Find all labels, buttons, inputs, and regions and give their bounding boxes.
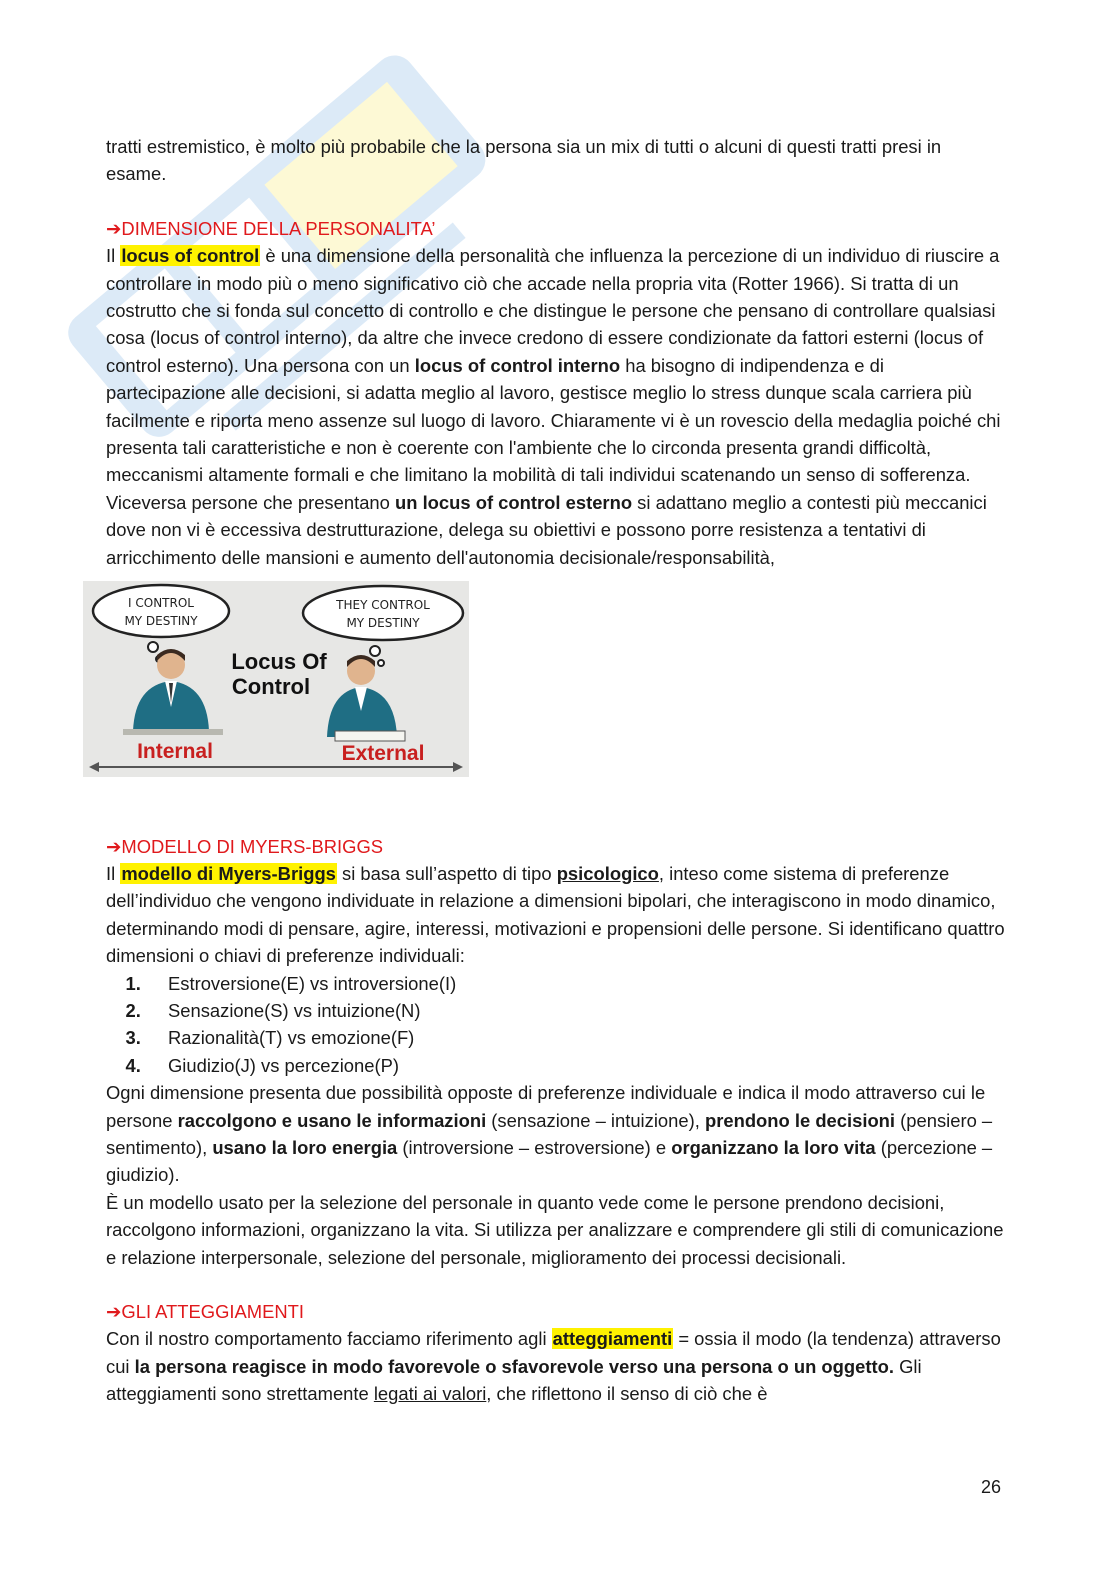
- section-heading-attitudes: ➔GLI ATTEGGIAMENTI: [106, 1301, 304, 1322]
- list-item: 1. Estroversione(E) vs introversione(I): [146, 970, 1006, 997]
- section-heading-personality: ➔DIMENSIONE DELLA PERSONALITA’: [106, 217, 436, 239]
- arrow-right-icon: ➔: [106, 217, 122, 239]
- bubble-right-line1: THEY CONTROL: [336, 598, 430, 613]
- arrow-right-icon: ➔: [106, 1301, 122, 1322]
- list-item: 4. Giudizio(J) vs percezione(P): [146, 1052, 1006, 1079]
- highlight-atteggiamenti: atteggiamenti: [552, 1328, 673, 1350]
- list-item: 3. Razionalità(T) vs emozione(F): [146, 1024, 1006, 1051]
- center-title-line1: Locus Of: [231, 649, 327, 675]
- center-title-line2: Control: [231, 674, 311, 700]
- label-internal: Internal: [137, 740, 213, 764]
- bubble-left-line1: I CONTROL: [128, 596, 194, 611]
- bubble-right-line2: MY DESTINY: [346, 616, 420, 631]
- dimensions-list: [106, 970, 1006, 1080]
- locus-of-control-image: [83, 581, 469, 777]
- bubble-left-line2: MY DESTINY: [124, 614, 198, 629]
- arrow-right-icon: ➔: [106, 835, 122, 857]
- highlight-myers-briggs: modello di Myers-Briggs: [121, 862, 336, 884]
- selection-paragraph: È un modello usato per la selezione del personale in quanto vede come le persone prendono decisioni, raccolgono informazioni, organizzano la vita. Si utilizza per analizzare e comprendere gli stili di comunicazione e relazione interpersonale, selezione del personale, miglioramento dei processi decisionali.: [106, 1191, 1004, 1268]
- intro-paragraph: tratti estremistico, è molto più probabile che la persona sia un mix di tutti o alcuni di questi tratti presi in esame.: [106, 136, 942, 185]
- attitudes-paragraph: Con il nostro comportamento facciamo riferimento agli atteggiamenti = ossia il modo (la tendenza) attraverso cui la persona reagisce in modo favorevole o sfavorevole verso una persona o un oggetto. Gli atteggiamenti sono strettamente legati ai valori, che riflettono il senso di ciò che è: [106, 1328, 1001, 1405]
- locus-paragraph: Il locus of control è una dimensione della personalità che influenza la percezione di un individuo di riuscire a controllare in modo più o meno significativo ciò che accade nella propria vita (Rotter 1966). Si tratta di un costrutto che si fonda sul concetto di controllo e che distingue le persone che pensano di controllare qualsiasi cosa (locus of control interno), da altre che invece credono di essere condizionate da fattori esterni (locus of control esterno). Una persona con un locus of control interno ha bisogno di indipendenza e di partecipazione alle decisioni, si adatta meglio al lavoro, gestisce meglio lo stress dunque scala carriera più facilmente e riporta meno assenze sul luogo di lavoro. Chiaramente vi è un rovescio della medaglia poiché chi presenta tali caratteristiche e non è coerente con l'ambiente che lo circonda presenta grandi difficoltà, meccanismi altamente formali e che limitano la mobilità di tali individui scatenando un senso di sofferenza.: [106, 245, 1001, 486]
- highlight-locus: locus of control: [121, 245, 260, 267]
- label-external: External: [341, 742, 425, 766]
- list-item: 2. Sensazione(S) vs intuizione(N): [146, 997, 1006, 1024]
- locus-external-paragraph: Viceversa persone che presentano un locus of control esterno si adattano meglio a contesti più meccanici dove non vi è eccessiva destrutturazione, delega su obiettivi e possono porre resistenza a tentativi di arricchimento delle mansioni e aumento dell'autonomia decisionale/responsabilità,: [106, 491, 987, 568]
- myers-briggs-paragraph: Il modello di Myers-Briggs si basa sull’aspetto di tipo psicologico, inteso come sistema di preferenze dell’individuo che vengono individuate in relazione a dimensioni bipolari, che interagiscono in modo dinamico, determinando modi di pensare, agire, interessi, motivazioni e propensioni delle persone. Si identificano quattro dimensioni o chiavi di preferenze individuali:: [106, 862, 1005, 967]
- dimensions-paragraph: Ogni dimensione presenta due possibilità opposte di preferenze individuale e indica il modo attraverso cui le persone raccolgono e usano le informazioni (sensazione – intuizione), prendono le decisioni (pensiero – sentimento), usano la loro energia (introversione – estroversione) e organizzano la loro vita (percezione – giudizio).: [106, 1082, 993, 1186]
- section-heading-myers-briggs: ➔MODELLO DI MYERS-BRIGGS: [106, 835, 384, 857]
- page-content: [106, 133, 1006, 1408]
- page-number: 26: [980, 1477, 1001, 1497]
